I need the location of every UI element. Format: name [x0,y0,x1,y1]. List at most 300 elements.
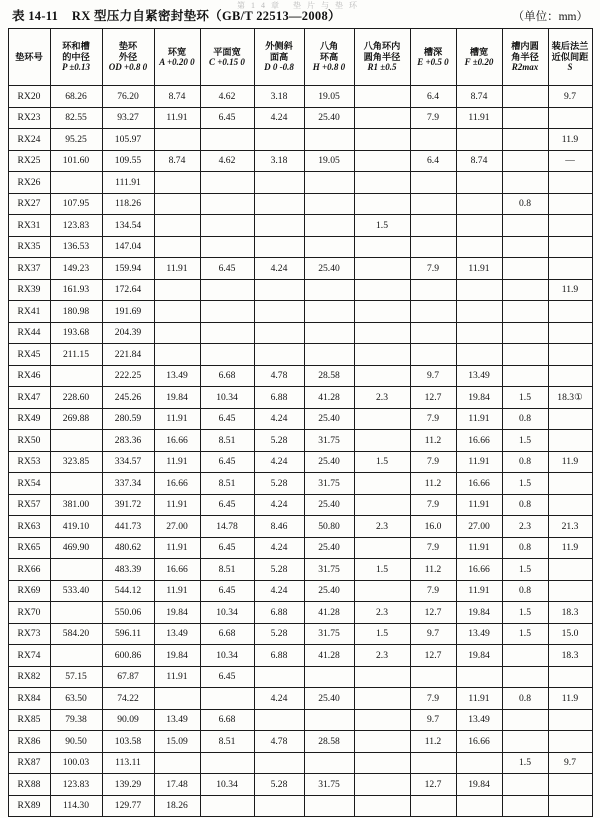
cell-oct_inner_r [354,688,410,710]
cell-outer_bevel_h: 4.24 [254,537,304,559]
cell-code: RX50 [8,430,50,452]
cell-groove_depth: 11.2 [410,559,456,581]
cell-octagon_h: 19.05 [304,86,354,108]
cell-groove_depth [410,193,456,215]
cell-outer_bevel_h: 5.28 [254,473,304,495]
cell-ring_width: 19.84 [154,602,200,624]
cell-outer_bevel_h: 4.78 [254,731,304,753]
col-header-ring-width: 环宽 A +0.20 0 [154,29,200,86]
cell-flange_gap [548,795,592,817]
table-row [8,602,592,624]
cell-pitch_dia: 107.95 [50,193,102,215]
cell-flange_gap: 11.9 [548,688,592,710]
cell-flange_gap: — [548,150,592,172]
cell-flange_gap [548,322,592,344]
cell-outer_bevel_h: 5.28 [254,430,304,452]
table-row [8,387,592,409]
cell-ring_width [154,215,200,237]
cell-ring_od: 221.84 [102,344,154,366]
table-row [8,322,592,344]
cell-groove_width: 19.84 [456,387,502,409]
cell-code: RX47 [8,387,50,409]
cell-groove_depth: 11.2 [410,473,456,495]
cell-flat_width [200,172,254,194]
cell-groove_corner_r [502,731,548,753]
cell-flange_gap [548,215,592,237]
cell-ring_width: 19.84 [154,645,200,667]
cell-ring_od: 93.27 [102,107,154,129]
cell-flat_width [200,215,254,237]
cell-groove_width: 13.49 [456,709,502,731]
cell-groove_corner_r: 1.5 [502,752,548,774]
table-title-text: RX 型压力自紧密封垫环（GB/T 22513—2008） [71,9,341,23]
cell-pitch_dia: 419.10 [50,516,102,538]
cell-oct_inner_r: 1.5 [354,215,410,237]
cell-ring_width [154,193,200,215]
table-row [8,365,592,387]
cell-flat_width: 4.62 [200,86,254,108]
cell-outer_bevel_h: 4.24 [254,688,304,710]
cell-flat_width [200,193,254,215]
cell-groove_corner_r: 0.8 [502,494,548,516]
cell-groove_depth: 7.9 [410,451,456,473]
cell-groove_depth [410,129,456,151]
cell-oct_inner_r [354,365,410,387]
cell-ring_width [154,752,200,774]
cell-oct_inner_r [354,494,410,516]
cell-flange_gap [548,408,592,430]
table-row [8,666,592,688]
cell-ring_width [154,322,200,344]
cell-groove_depth [410,344,456,366]
cell-flange_gap: 9.7 [548,86,592,108]
cell-ring_od: 147.04 [102,236,154,258]
cell-ring_od: 283.36 [102,430,154,452]
cell-oct_inner_r [354,301,410,323]
cell-ring_od: 74.22 [102,688,154,710]
cell-outer_bevel_h: 4.24 [254,258,304,280]
cell-octagon_h: 25.40 [304,688,354,710]
cell-groove_depth: 6.4 [410,86,456,108]
cell-groove_width [456,301,502,323]
cell-outer_bevel_h [254,301,304,323]
cell-groove_width [456,795,502,817]
cell-octagon_h [304,666,354,688]
cell-pitch_dia: 533.40 [50,580,102,602]
cell-code: RX26 [8,172,50,194]
table-head [8,29,592,86]
table-row [8,344,592,366]
cell-outer_bevel_h: 3.18 [254,86,304,108]
cell-flange_gap: 18.3 [548,602,592,624]
cell-pitch_dia: 469.90 [50,537,102,559]
cell-ring_od: 600.86 [102,645,154,667]
cell-octagon_h [304,752,354,774]
cell-groove_depth [410,301,456,323]
cell-outer_bevel_h [254,236,304,258]
cell-groove_depth [410,752,456,774]
cell-pitch_dia [50,559,102,581]
cell-pitch_dia: 114.30 [50,795,102,817]
cell-oct_inner_r [354,193,410,215]
cell-oct_inner_r [354,795,410,817]
cell-octagon_h: 31.75 [304,430,354,452]
cell-flat_width: 8.51 [200,731,254,753]
cell-oct_inner_r [354,258,410,280]
cell-ring_width: 16.66 [154,473,200,495]
cell-groove_depth: 11.2 [410,731,456,753]
cell-flat_width: 6.45 [200,107,254,129]
cell-pitch_dia: 180.98 [50,301,102,323]
cell-groove_corner_r: 1.5 [502,602,548,624]
cell-groove_depth: 9.7 [410,709,456,731]
cell-ring_od: 222.25 [102,365,154,387]
cell-pitch_dia: 123.83 [50,215,102,237]
cell-pitch_dia: 228.60 [50,387,102,409]
cell-flange_gap [548,344,592,366]
cell-flange_gap [548,193,592,215]
cell-flat_width: 6.45 [200,580,254,602]
cell-oct_inner_r [354,709,410,731]
cell-octagon_h [304,193,354,215]
cell-oct_inner_r [354,537,410,559]
cell-ring_width [154,344,200,366]
table-row [8,752,592,774]
table-row [8,494,592,516]
cell-groove_width: 13.49 [456,623,502,645]
cell-groove_width [456,193,502,215]
cell-groove_corner_r: 0.8 [502,537,548,559]
cell-ring_width: 11.91 [154,580,200,602]
cell-groove_width: 19.84 [456,645,502,667]
cell-pitch_dia: 149.23 [50,258,102,280]
cell-groove_depth: 7.9 [410,258,456,280]
cell-outer_bevel_h [254,795,304,817]
cell-flange_gap [548,494,592,516]
col-header-groove-corner-radius: 槽内圆 角半径 R2max [502,29,548,86]
cell-outer_bevel_h [254,279,304,301]
cell-code: RX87 [8,752,50,774]
cell-groove_depth [410,215,456,237]
cell-code: RX85 [8,709,50,731]
cell-flange_gap [548,666,592,688]
cell-groove_corner_r: 1.5 [502,430,548,452]
col-header-pitch-dia: 环和槽 的中径 P ±0.13 [50,29,102,86]
cell-ring_width [154,172,200,194]
cell-ring_od: 550.06 [102,602,154,624]
cell-groove_corner_r [502,279,548,301]
cell-ring_width [154,301,200,323]
cell-oct_inner_r [354,430,410,452]
cell-oct_inner_r [354,150,410,172]
cell-flat_width: 6.45 [200,258,254,280]
cell-outer_bevel_h: 3.18 [254,150,304,172]
cell-groove_corner_r: 2.3 [502,516,548,538]
cell-pitch_dia [50,430,102,452]
cell-flange_gap: 18.3 [548,645,592,667]
cell-groove_width [456,236,502,258]
cell-outer_bevel_h [254,344,304,366]
cell-ring_width [154,236,200,258]
cell-outer_bevel_h [254,172,304,194]
cell-groove_depth: 9.7 [410,623,456,645]
cell-pitch_dia: 193.68 [50,322,102,344]
cell-groove_width [456,666,502,688]
cell-groove_corner_r [502,795,548,817]
cell-groove_depth [410,322,456,344]
cell-ring_od: 103.58 [102,731,154,753]
cell-flat_width [200,301,254,323]
cell-groove_corner_r [502,645,548,667]
table-row [8,795,592,817]
cell-groove_width: 19.84 [456,602,502,624]
cell-groove_width: 16.66 [456,430,502,452]
cell-ring_width: 8.74 [154,86,200,108]
cell-flange_gap [548,774,592,796]
cell-code: RX49 [8,408,50,430]
cell-groove_depth: 16.0 [410,516,456,538]
cell-flat_width [200,236,254,258]
cell-outer_bevel_h: 4.24 [254,494,304,516]
cell-outer_bevel_h [254,752,304,774]
cell-ring_od: 391.72 [102,494,154,516]
cell-groove_depth [410,172,456,194]
cell-oct_inner_r [354,473,410,495]
cell-groove_corner_r: 0.8 [502,580,548,602]
cell-groove_corner_r: 0.8 [502,408,548,430]
cell-ring_od: 159.94 [102,258,154,280]
cell-octagon_h: 41.28 [304,602,354,624]
cell-groove_corner_r [502,236,548,258]
cell-code: RX31 [8,215,50,237]
cell-octagon_h [304,215,354,237]
cell-ring_od: 204.39 [102,322,154,344]
cell-ring_od: 90.09 [102,709,154,731]
cell-flange_gap [548,172,592,194]
cell-groove_depth: 7.9 [410,408,456,430]
cell-flat_width: 6.45 [200,451,254,473]
cell-groove_width: 11.91 [456,451,502,473]
cell-code: RX84 [8,688,50,710]
cell-outer_bevel_h: 5.28 [254,559,304,581]
cell-pitch_dia [50,473,102,495]
cell-ring_width: 11.91 [154,107,200,129]
table-row [8,193,592,215]
cell-oct_inner_r [354,752,410,774]
cell-outer_bevel_h: 4.24 [254,451,304,473]
cell-flange_gap [548,430,592,452]
cell-ring_od: 129.77 [102,795,154,817]
cell-pitch_dia [50,172,102,194]
cell-ring_od: 109.55 [102,150,154,172]
cell-groove_width: 16.66 [456,731,502,753]
cell-octagon_h [304,279,354,301]
cell-outer_bevel_h: 6.88 [254,387,304,409]
cell-octagon_h: 25.40 [304,408,354,430]
cell-groove_corner_r [502,129,548,151]
cell-code: RX39 [8,279,50,301]
cell-ring_width: 11.91 [154,494,200,516]
cell-groove_corner_r: 0.8 [502,193,548,215]
cell-flange_gap: 11.9 [548,537,592,559]
cell-ring_od: 483.39 [102,559,154,581]
cell-ring_width: 11.91 [154,666,200,688]
cell-outer_bevel_h [254,322,304,344]
cell-code: RX69 [8,580,50,602]
cell-oct_inner_r [354,236,410,258]
cell-pitch_dia: 63.50 [50,688,102,710]
cell-flat_width: 10.34 [200,387,254,409]
cell-groove_depth: 11.2 [410,430,456,452]
cell-octagon_h: 28.58 [304,731,354,753]
cell-pitch_dia: 381.00 [50,494,102,516]
cell-groove_corner_r [502,709,548,731]
cell-oct_inner_r: 1.5 [354,623,410,645]
cell-flat_width [200,344,254,366]
cell-octagon_h: 31.75 [304,623,354,645]
cell-octagon_h [304,344,354,366]
cell-oct_inner_r [354,172,410,194]
table-row [8,516,592,538]
cell-flat_width: 6.68 [200,709,254,731]
cell-ring_od: 191.69 [102,301,154,323]
cell-flat_width: 10.34 [200,774,254,796]
cell-flange_gap [548,258,592,280]
unit-note: （单位：mm） [512,11,588,23]
cell-groove_corner_r [502,86,548,108]
cell-outer_bevel_h [254,666,304,688]
cell-flat_width [200,129,254,151]
cell-groove_corner_r: 1.5 [502,623,548,645]
cell-flat_width: 4.62 [200,150,254,172]
cell-octagon_h: 25.40 [304,107,354,129]
cell-code: RX46 [8,365,50,387]
cell-ring_od: 139.29 [102,774,154,796]
cell-flange_gap [548,580,592,602]
cell-ring_width: 19.84 [154,387,200,409]
cell-octagon_h: 41.28 [304,645,354,667]
cell-flange_gap: 11.9 [548,279,592,301]
cell-pitch_dia: 123.83 [50,774,102,796]
cell-groove_depth: 7.9 [410,688,456,710]
table-row [8,623,592,645]
cell-code: RX24 [8,129,50,151]
col-header-octagon-inner-radius: 八角环内 圆角半径 R1 ±0.5 [354,29,410,86]
cell-flat_width [200,279,254,301]
cell-groove_width: 11.91 [456,688,502,710]
table-row [8,215,592,237]
cell-oct_inner_r [354,731,410,753]
cell-pitch_dia: 584.20 [50,623,102,645]
cell-pitch_dia: 323.85 [50,451,102,473]
cell-groove_corner_r [502,107,548,129]
cell-ring_od: 480.62 [102,537,154,559]
cell-flange_gap [548,365,592,387]
table-row [8,709,592,731]
cell-oct_inner_r: 2.3 [354,602,410,624]
cell-groove_width: 11.91 [456,258,502,280]
cell-ring_od: 337.34 [102,473,154,495]
cell-code: RX20 [8,86,50,108]
cell-code: RX89 [8,795,50,817]
cell-flat_width: 10.34 [200,645,254,667]
rx-gasket-table [8,28,593,817]
cell-groove_corner_r [502,258,548,280]
cell-pitch_dia: 101.60 [50,150,102,172]
cell-octagon_h: 25.40 [304,258,354,280]
cell-flat_width: 8.51 [200,430,254,452]
cell-groove_depth: 12.7 [410,645,456,667]
cell-pitch_dia: 79.38 [50,709,102,731]
cell-oct_inner_r [354,129,410,151]
cell-ring_od: 118.26 [102,193,154,215]
table-row [8,236,592,258]
cell-flat_width [200,752,254,774]
cell-groove_corner_r: 1.5 [502,387,548,409]
cell-ring_od: 596.11 [102,623,154,645]
cell-octagon_h: 50.80 [304,516,354,538]
cell-octagon_h [304,322,354,344]
col-header-octagon-height: 八角 环高 H +0.8 0 [304,29,354,86]
cell-ring_od: 76.20 [102,86,154,108]
cell-ring_width: 13.49 [154,709,200,731]
cell-groove_width [456,344,502,366]
cell-code: RX37 [8,258,50,280]
cell-outer_bevel_h: 5.28 [254,623,304,645]
cell-ring_od: 544.12 [102,580,154,602]
cell-groove_depth [410,795,456,817]
cell-ring_od: 441.73 [102,516,154,538]
running-header: 第14章 垫片与垫环 [237,1,363,10]
cell-pitch_dia [50,645,102,667]
cell-pitch_dia [50,365,102,387]
cell-groove_depth: 12.7 [410,602,456,624]
cell-groove_depth: 12.7 [410,387,456,409]
table-row [8,451,592,473]
cell-flat_width [200,795,254,817]
table-row [8,774,592,796]
cell-ring_width: 13.49 [154,365,200,387]
cell-groove_depth: 7.9 [410,580,456,602]
cell-code: RX63 [8,516,50,538]
table-row [8,86,592,108]
cell-octagon_h [304,236,354,258]
cell-ring_width: 8.74 [154,150,200,172]
cell-code: RX25 [8,150,50,172]
table-row [8,580,592,602]
cell-code: RX54 [8,473,50,495]
cell-flange_gap [548,301,592,323]
cell-groove_width: 19.84 [456,774,502,796]
cell-groove_corner_r [502,150,548,172]
cell-flat_width: 6.45 [200,494,254,516]
cell-code: RX65 [8,537,50,559]
cell-octagon_h: 25.40 [304,494,354,516]
cell-flange_gap [548,709,592,731]
cell-groove_corner_r [502,666,548,688]
cell-octagon_h [304,129,354,151]
table-row [8,688,592,710]
cell-pitch_dia: 82.55 [50,107,102,129]
cell-oct_inner_r [354,107,410,129]
cell-groove_width [456,322,502,344]
cell-ring_width: 27.00 [154,516,200,538]
cell-outer_bevel_h: 4.24 [254,107,304,129]
cell-oct_inner_r: 2.3 [354,516,410,538]
cell-ring_od: 105.97 [102,129,154,151]
cell-groove_width: 16.66 [456,559,502,581]
cell-outer_bevel_h [254,215,304,237]
